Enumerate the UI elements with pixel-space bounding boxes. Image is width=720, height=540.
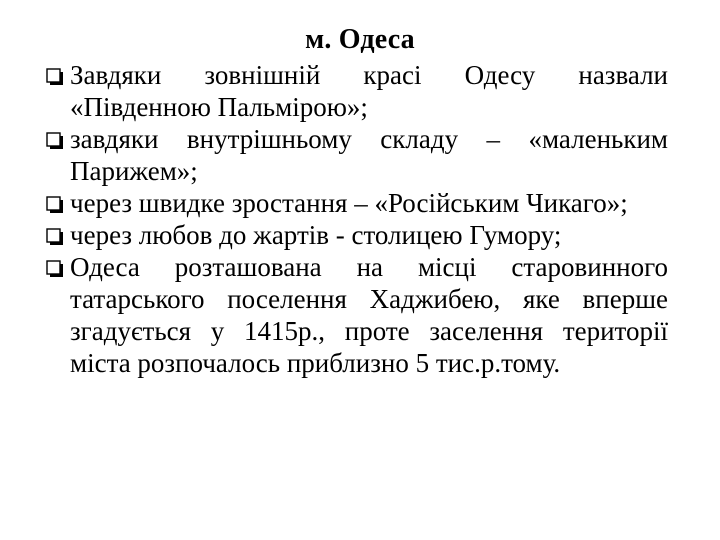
square-bullet-icon	[46, 132, 64, 149]
bullet-item	[46, 59, 668, 123]
bullet-text: завдяки внутрішньому складу – «маленьким Парижем»;	[70, 124, 668, 186]
square-bullet-icon	[46, 196, 64, 213]
bullet-text: через швидке зростання – «Російським Чикаго»;	[70, 188, 628, 218]
bullet-text: Завдяки зовнішній красі Одесу назвали «Південною Пальмірою»;	[70, 60, 668, 122]
square-bullet-icon	[46, 228, 64, 245]
bullet-item	[46, 187, 668, 219]
bullet-item	[46, 123, 668, 187]
square-bullet-icon	[46, 68, 64, 85]
slide-title: м. Одеса	[305, 24, 415, 55]
square-bullet-icon	[46, 260, 64, 277]
bullet-item	[46, 219, 668, 251]
bullet-list	[46, 59, 668, 379]
bullet-item	[46, 251, 668, 379]
bullet-text: через любов до жартів - столицею Гумору;	[70, 220, 562, 250]
bullet-text: Одеса розташована на місці старовинного татарського поселення Хаджибею, яке вперше згадується у 1415р., проте заселення території міста розпочалось приблизно 5 тис.р.тому.	[70, 252, 668, 378]
